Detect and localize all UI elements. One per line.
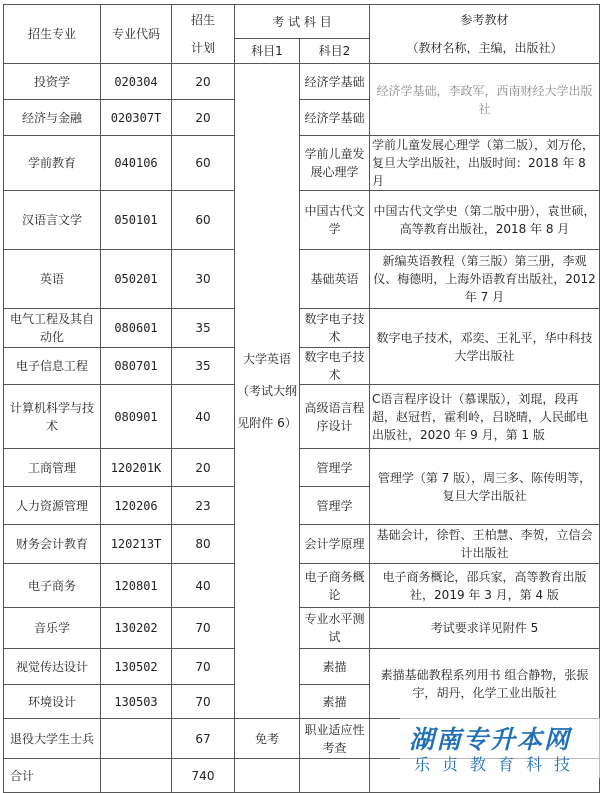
code-cell: 080701 bbox=[101, 348, 172, 385]
major-cell: 汉语言文学 bbox=[4, 191, 101, 250]
major-cell: 学前教育 bbox=[4, 136, 101, 191]
plan-cell: 40 bbox=[172, 385, 235, 449]
subject2-cell: 职业适应性考查 bbox=[300, 719, 370, 759]
table-row bbox=[4, 64, 600, 100]
plan-cell: 70 bbox=[172, 608, 235, 649]
subject1-cell: 免考 bbox=[235, 719, 300, 759]
major-cell: 环境设计 bbox=[4, 685, 101, 719]
code-cell bbox=[101, 759, 172, 793]
subject2-cell: 管理学 bbox=[300, 449, 370, 487]
subject2-cell: 会计学原理 bbox=[300, 525, 370, 564]
table-row bbox=[4, 649, 600, 685]
table-row bbox=[4, 309, 600, 348]
header-code: 专业代码 bbox=[101, 5, 172, 64]
major-cell: 视觉传达设计 bbox=[4, 649, 101, 685]
major-cell: 电子商务 bbox=[4, 564, 101, 608]
subject2-cell: 基础英语 bbox=[300, 250, 370, 309]
subject2-cell: 经济学基础 bbox=[300, 100, 370, 136]
watermark-logo-text: 湖南专升本网 bbox=[409, 725, 572, 754]
plan-cell: 67 bbox=[172, 719, 235, 759]
code-cell: 120201K bbox=[101, 449, 172, 487]
ref-cell: C语言程序设计（慕课版），刘琨，段再超，赵冠哲，霍利岭，吕晓晴，人民邮电出版社，2020 年 9 月，第 1 版 bbox=[370, 385, 600, 449]
header-ref-line2: （教材名称，主编，出版社） bbox=[406, 41, 563, 55]
header-subject2: 科目2 bbox=[300, 39, 370, 64]
code-cell: 050201 bbox=[101, 250, 172, 309]
code-cell: 020304 bbox=[101, 64, 172, 100]
table-row bbox=[4, 385, 600, 449]
ref-cell: 素描基础教程系列用书 组合静物，张振宇，胡丹，化学工业出版社 bbox=[370, 649, 600, 719]
ref-cell: 数字电子技术，邓奕、王礼平，华中科技大学出版社 bbox=[370, 309, 600, 385]
header-plan bbox=[172, 5, 235, 64]
total-plan: 740 bbox=[172, 759, 235, 793]
common-subject-line3: 见附件 6） bbox=[237, 416, 297, 430]
major-cell: 计算机科学与技术 bbox=[4, 385, 101, 449]
subject2-cell: 素描 bbox=[300, 685, 370, 719]
major-cell: 电气工程及其自动化 bbox=[4, 309, 101, 348]
code-cell: 120213T bbox=[101, 525, 172, 564]
major-cell: 英语 bbox=[4, 250, 101, 309]
total-label: 合计 bbox=[4, 759, 101, 793]
code-cell: 020307T bbox=[101, 100, 172, 136]
table-row bbox=[4, 564, 600, 608]
table-row bbox=[4, 136, 600, 191]
plan-cell: 80 bbox=[172, 525, 235, 564]
common-subject-line1: 大学英语 bbox=[242, 352, 291, 366]
code-cell: 080601 bbox=[101, 309, 172, 348]
plan-cell: 30 bbox=[172, 250, 235, 309]
subject2-cell: 高级语言程序设计 bbox=[300, 385, 370, 449]
major-cell: 电子信息工程 bbox=[4, 348, 101, 385]
subject1-cell bbox=[235, 759, 300, 793]
ref-cell: 新编英语教程（第三版）第三册，李观仪、梅德明，上海外语教育出版社，2012 年 7 月 bbox=[370, 250, 600, 309]
header-exam: 考 试 科 目 bbox=[235, 5, 370, 39]
major-cell: 人力资源管理 bbox=[4, 487, 101, 525]
subject2-cell: 专业水平测试 bbox=[300, 608, 370, 649]
code-cell: 040106 bbox=[101, 136, 172, 191]
header-subject1: 科目1 bbox=[235, 39, 300, 64]
code-cell: 130503 bbox=[101, 685, 172, 719]
subject2-cell: 数字电子技术 bbox=[300, 348, 370, 385]
major-cell: 财务会计教育 bbox=[4, 525, 101, 564]
code-cell: 130502 bbox=[101, 649, 172, 685]
plan-cell: 60 bbox=[172, 191, 235, 250]
plan-cell: 35 bbox=[172, 309, 235, 348]
header-plan-line1: 招生 bbox=[190, 13, 215, 27]
code-cell: 130202 bbox=[101, 608, 172, 649]
ref-cell: 考试要求详见附件 5 bbox=[370, 608, 600, 649]
header-major: 招生专业 bbox=[4, 5, 101, 64]
admission-table bbox=[3, 4, 600, 793]
plan-cell: 35 bbox=[172, 348, 235, 385]
code-cell: 120801 bbox=[101, 564, 172, 608]
ref-cell: 经济学基础，李政军，西南财经大学出版社 bbox=[370, 64, 600, 136]
table-row bbox=[4, 191, 600, 250]
plan-cell: 20 bbox=[172, 449, 235, 487]
header-ref bbox=[370, 5, 600, 64]
ref-cell: 电子商务概论，邵兵家，高等教育出版社，2019 年 3 月，第 4 版 bbox=[370, 564, 600, 608]
plan-cell: 70 bbox=[172, 649, 235, 685]
major-cell: 投资学 bbox=[4, 64, 101, 100]
subject2-cell: 数字电子技术 bbox=[300, 309, 370, 348]
code-cell: 050101 bbox=[101, 191, 172, 250]
plan-cell: 20 bbox=[172, 100, 235, 136]
ref-cell: 学前儿童发展心理学（第二版），刘万伦，复旦大学出版社，出版时间：2018 年 8 月 bbox=[370, 136, 600, 191]
code-cell bbox=[101, 719, 172, 759]
table-row bbox=[4, 525, 600, 564]
code-cell: 080901 bbox=[101, 385, 172, 449]
common-subject-line2: （考试大纲 bbox=[237, 384, 298, 398]
major-cell: 经济与金融 bbox=[4, 100, 101, 136]
subject2-cell: 管理学 bbox=[300, 487, 370, 525]
header-plan-line2: 计划 bbox=[190, 41, 215, 55]
subject2-cell: 中国古代文学 bbox=[300, 191, 370, 250]
ref-cell: 中国古代文学史（第二版中册），袁世硕，高等教育出版社，2018 年 8 月 bbox=[370, 191, 600, 250]
major-cell: 工商管理 bbox=[4, 449, 101, 487]
major-cell: 音乐学 bbox=[4, 608, 101, 649]
table-row bbox=[4, 608, 600, 649]
plan-cell: 70 bbox=[172, 685, 235, 719]
subject2-cell: 电子商务概论 bbox=[300, 564, 370, 608]
ref-cell: 管理学（第 7 版），周三多、陈传明等，复旦大学出版社 bbox=[370, 449, 600, 525]
table-row bbox=[4, 449, 600, 487]
major-cell: 退役大学生士兵 bbox=[4, 719, 101, 759]
header-ref-line1: 参考教材 bbox=[460, 13, 509, 27]
subject2-cell: 素描 bbox=[300, 649, 370, 685]
plan-cell: 20 bbox=[172, 64, 235, 100]
watermark-sub-text: 乐贞教育科技 bbox=[414, 755, 583, 774]
code-cell: 120206 bbox=[101, 487, 172, 525]
ref-cell: 基础会计，徐哲、王柏慧、李贺，立信会计出版社 bbox=[370, 525, 600, 564]
subject2-cell bbox=[300, 759, 370, 793]
common-subject-cell bbox=[235, 64, 300, 719]
plan-cell: 60 bbox=[172, 136, 235, 191]
plan-cell: 23 bbox=[172, 487, 235, 525]
table-row bbox=[4, 250, 600, 309]
plan-cell: 40 bbox=[172, 564, 235, 608]
subject2-cell: 经济学基础 bbox=[300, 64, 370, 100]
subject2-cell: 学前儿童发展心理学 bbox=[300, 136, 370, 191]
